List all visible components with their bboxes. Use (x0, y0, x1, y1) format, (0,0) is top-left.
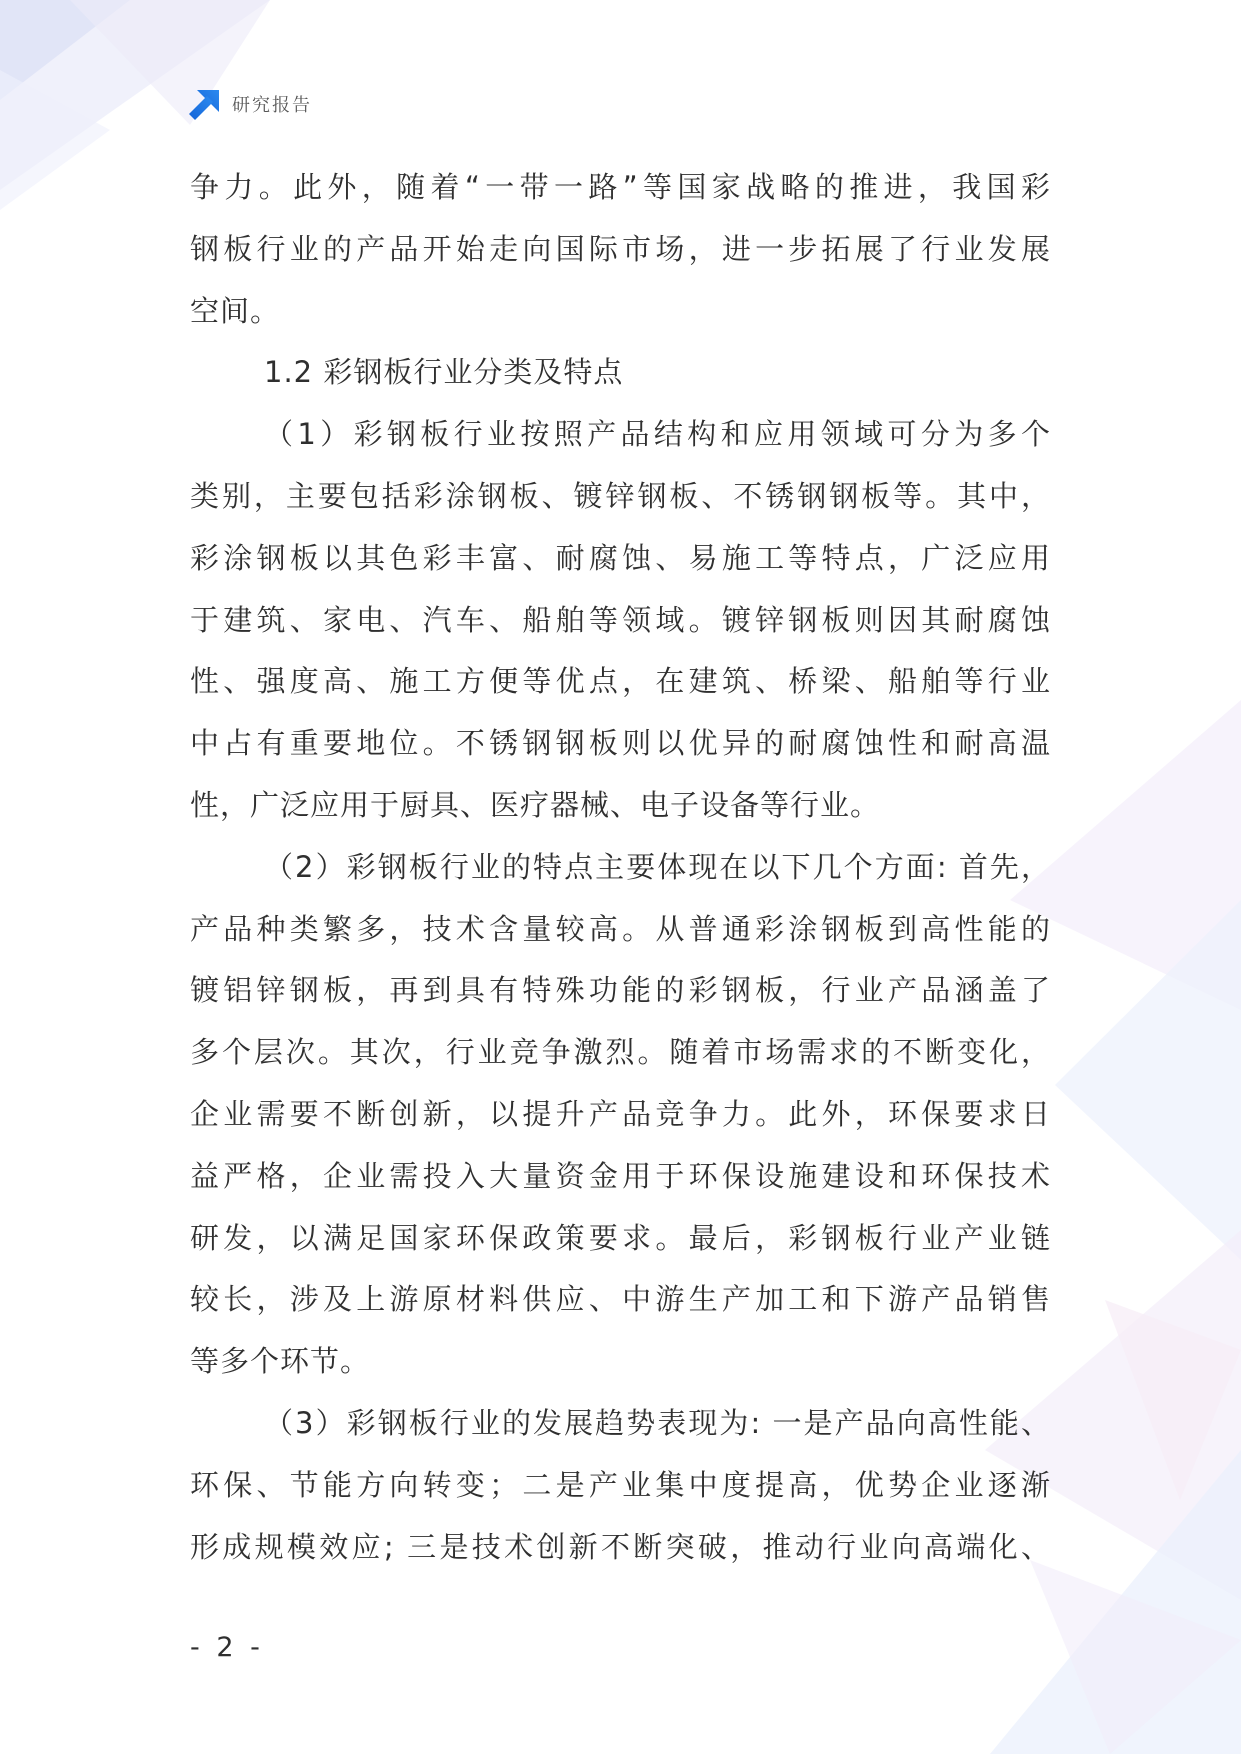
page-number: - 2 - (190, 1632, 264, 1663)
body-line: 企业需要不断创新，以提升产品竞争力。此外，环保要求日 (190, 1096, 1051, 1131)
body-line: 空间。 (190, 293, 281, 328)
body-line: 性、强度高、施工方便等优点，在建筑、桥梁、船舶等行业 (190, 664, 1051, 699)
body-line: 产品种类繁多，技术含量较高。从普通彩涂钢板到高性能的 (190, 911, 1051, 946)
body-line: 于建筑、家电、汽车、船舶等领域。镀锌钢板则因其耐腐蚀 (190, 602, 1051, 637)
body-line: 研发，以满足国家环保政策要求。最后，彩钢板行业产业链 (190, 1220, 1051, 1255)
document-body (190, 157, 1051, 1578)
body-line: （3）彩钢板行业的发展趋势表现为: 一是产品向高性能、 (264, 1405, 1051, 1440)
body-line: 中占有重要地位。不锈钢钢板则以优异的耐腐蚀性和耐高温 (190, 726, 1051, 761)
body-line: 争力。此外，随着“一带一路”等国家战略的推进，我国彩 (190, 170, 1051, 204)
paragraph (190, 404, 1051, 837)
body-line: 类别，主要包括彩涂钢板、镀锌钢板、不锈钢钢板等。其中， (190, 478, 1051, 513)
report-label: 研究报告 (232, 95, 312, 116)
body-line: 等多个环节。 (190, 1344, 371, 1379)
body-line: （1）彩钢板行业按照产品结构和应用领域可分为多个 (264, 417, 1051, 452)
paragraph (190, 837, 1051, 1393)
body-line: （2）彩钢板行业的特点主要体现在以下几个方面: 首先， (264, 849, 1051, 884)
body-line: 多个层次。其次，行业竞争激烈。随着市场需求的不断变化， (190, 1035, 1051, 1070)
paragraph (190, 157, 1051, 342)
body-line: 形成规模效应; 三是技术创新不断突破，推动行业向高端化、 (190, 1529, 1051, 1564)
body-line: 钢板行业的产品开始走向国际市场，进一步拓展了行业发展 (190, 231, 1051, 266)
section-heading: 1.2 彩钢板行业分类及特点 (264, 355, 624, 390)
body-line: 较长，涉及上游原材料供应、中游生产加工和下游产品销售 (190, 1282, 1051, 1317)
paragraph (190, 1393, 1051, 1578)
body-line: 性，广泛应用于厨具、医疗器械、电子设备等行业。 (190, 787, 881, 822)
body-line: 益严格，企业需投入大量资金用于环保设施建设和环保技术 (190, 1158, 1051, 1193)
arrow-up-right-logo-icon (188, 89, 220, 121)
body-line: 彩涂钢板以其色彩丰富、耐腐蚀、易施工等特点，广泛应用 (190, 540, 1051, 575)
body-line: 镀铝锌钢板，再到具有特殊功能的彩钢板，行业产品涵盖了 (190, 973, 1051, 1008)
body-line: 环保、节能方向转变；二是产业集中度提高，优势企业逐渐 (190, 1467, 1051, 1502)
